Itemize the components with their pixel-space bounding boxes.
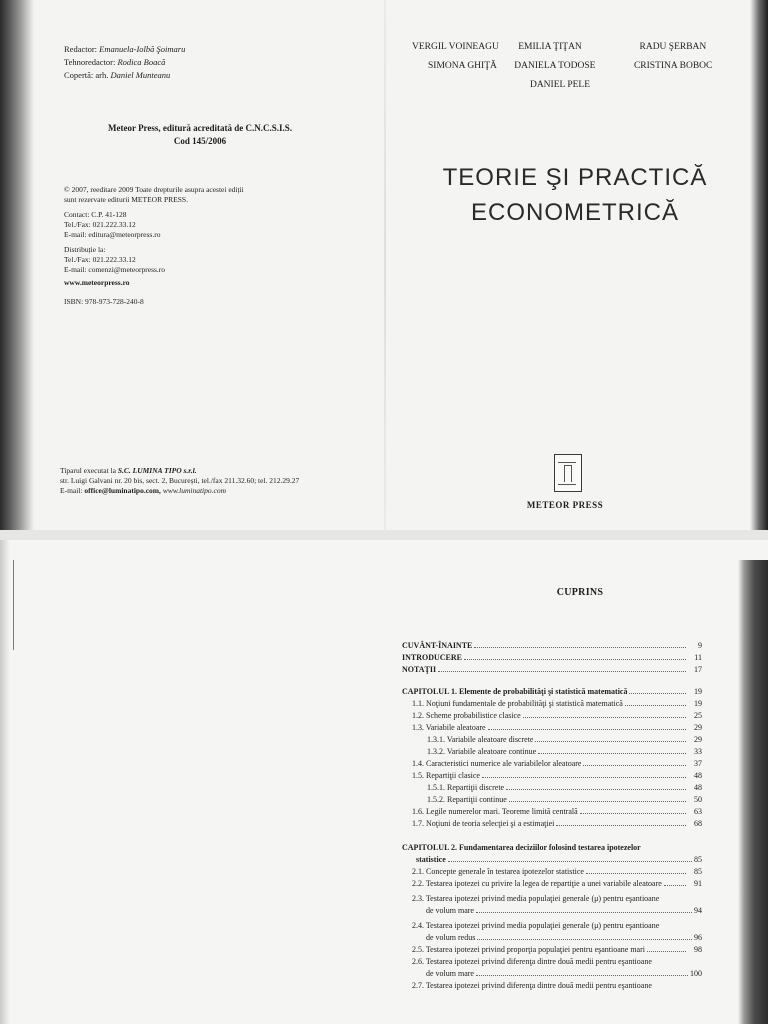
publisher-name: METEOR PRESS [526, 500, 604, 510]
publisher-accreditation: Meteor Press, editură acreditată de C.N.C.S.I.S. Cod 145/2006 [108, 123, 292, 146]
toc-entry: 1.5.1. Repartiţii discrete 48 [427, 783, 702, 792]
authors-block [412, 38, 732, 95]
toc-entry: 1.4. Caracteristici numerice ale variabilelor aleatoare 37 [412, 759, 702, 768]
toc-chapter: CAPITOLUL 1. Elemente de probabilităţi şi statistică matematică 19 [402, 687, 702, 696]
scan-edge-left [0, 540, 10, 1024]
toc-entry: 1.3.2. Variabile aleatoare continue 33 [427, 747, 702, 756]
toc-entry: 2.3. Testarea ipotezei privind media populaţiei generale (μ) pentru eşantioane de volum mare 94 [412, 894, 702, 915]
book-spine [384, 0, 386, 530]
publisher-website: www.meteorpress.ro [64, 278, 130, 287]
toc-entry: 1.3. Variabile aleatoare 29 [412, 723, 702, 732]
toc-entry: 1.1. Noţiuni fundamentale de probabilităţi şi statistică matematică 19 [412, 699, 702, 708]
copyright-notice: © 2007, reeditare 2009 Toate drepturile asupra acestei ediții sunt rezervate editurii METEOR PRESS. [64, 185, 244, 204]
toc-entry: 1.5. Repartiţii clasice 48 [412, 771, 702, 780]
toc-entry: 1.5.2. Repartiţii continue 50 [427, 795, 702, 804]
toc-entry: 2.5. Testarea ipotezei privind proporţia populaţiei pentru eşantioane mari 98 [412, 945, 702, 954]
credit-cover: Copertă: arh. Daniel Munteanu [64, 70, 171, 80]
scan-edge-right [738, 560, 768, 1024]
author-name: EMILIA ŢIŢAN [518, 42, 582, 52]
toc-heading: CUPRINS [556, 587, 604, 598]
toc-entry: 1.2. Scheme probabilistice clasice 25 [412, 711, 702, 720]
toc-entry: NOTAŢII 17 [402, 665, 702, 674]
printer-info: Tiparul executat la S.C. LUMINA TIPO s.r.l. str. Luigi Galvani nr. 20 bis, sect. 2, București, tel./fax 211.32.60; tel. 212.29.27 E-mail: office@luminatipo.com, www.luminatipo.com [60, 466, 300, 495]
author-name: DANIEL PELE [529, 80, 591, 90]
publisher-logo-icon [554, 454, 582, 492]
credit-editor: Redactor: Emanuela-Iolbă Şoimaru [64, 44, 186, 54]
author-name: SIMONA GHIŢĂ [428, 61, 497, 71]
author-name: CRISTINA BOBOC [633, 61, 713, 71]
toc-entry: 2.7. Testarea ipotezei privind diferenţa dintre două medii pentru eşantioane [412, 981, 652, 990]
scan-edge-left [0, 0, 34, 530]
toc-entry: 2.6. Testarea ipotezei privind diferenţa dintre două medii pentru eşantioane de volum mare 100 [412, 957, 702, 978]
contact-block: Contact: C.P. 41-128 Tel./Fax: 021.222.33.12 E-mail: editura@meteorpress.ro Distribuție la: Tel./Fax: 021.222.33.12 E-mail: comenzi@meteorpress.ro [64, 210, 166, 274]
bottom-book-spread [0, 540, 768, 1024]
credit-typesetter: Tehnoredactor: Rodica Boacă [64, 57, 166, 67]
author-name: VERGIL VOINEAGU [412, 42, 499, 52]
toc-entry: INTRODUCERE 11 [402, 653, 702, 662]
page-separator [0, 530, 768, 540]
isbn: ISBN: 978-973-728-240-8 [64, 297, 144, 306]
author-name: DANIELA TODOSE [514, 61, 596, 71]
toc-entry: 2.1. Concepte generale în testarea ipotezelor statistice 85 [412, 867, 702, 876]
toc-entry: CUVÂNT-ÎNAINTE 9 [402, 641, 702, 650]
author-name: RADU ŞERBAN [639, 42, 707, 52]
table-of-contents [402, 640, 702, 992]
scan-edge-right [750, 0, 768, 530]
toc-entry: 2.4. Testarea ipotezei privind media populaţiei generale (μ) pentru eşantioane de volum redus 96 [412, 921, 702, 942]
toc-entry: 1.7. Noţiuni de teoria selecţiei şi a estimaţiei 68 [412, 819, 702, 828]
toc-chapter: CAPITOLUL 2. Fundamentarea deciziilor folosind testarea ipotezelor statistice 85 [402, 843, 702, 864]
book-title: TEORIE ŞI PRACTICĂ ECONOMETRICĂ [442, 164, 708, 226]
credits-block [64, 43, 185, 82]
toc-entry: 1.6. Legile numerelor mari. Teoreme limită centrală 63 [412, 807, 702, 816]
toc-entry: 2.2. Testarea ipotezei cu privire la legea de repartiţie a unei variabile aleatoare 91 [412, 879, 702, 888]
scan-edge-line [13, 560, 14, 650]
toc-entry: 1.3.1. Variabile aleatoare discrete 29 [427, 735, 702, 744]
